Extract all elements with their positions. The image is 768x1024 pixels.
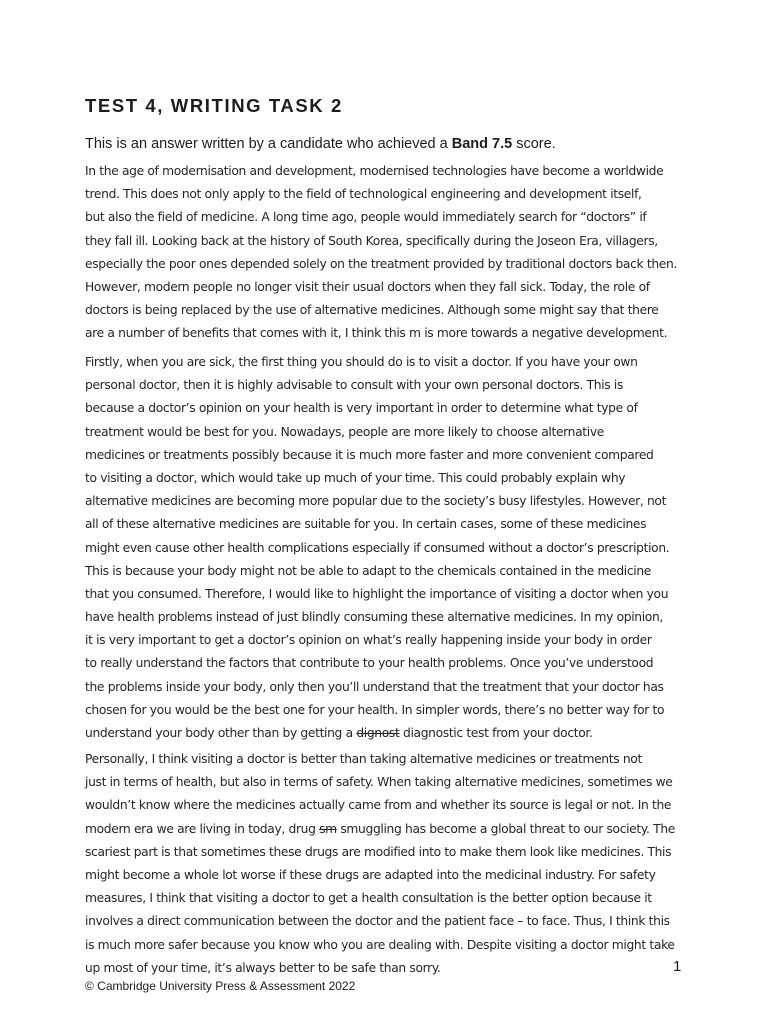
essay-line: scariest part is that sometimes these drugs are modified into to make them look like medicines. This bbox=[85, 844, 672, 859]
essay-line: treatment would be best for you. Nowadays, people are more likely to choose alternative bbox=[85, 424, 604, 439]
essay-line: the problems inside your body, only then you’ll understand that the treatment that your doctor has bbox=[85, 679, 664, 694]
essay-paragraph-1 bbox=[85, 160, 685, 346]
intro-text-end: score. bbox=[512, 136, 556, 152]
essay-line: chosen for you would be the best one for your health. In simpler words, there’s no better way for to bbox=[85, 702, 665, 717]
intro-text bbox=[85, 136, 556, 152]
essay-line: might become a whole lot worse if these drugs are adapted into the medicinal industry. For safety bbox=[85, 867, 656, 882]
essay-line: might even cause other health complications especially if consumed without a doctor’s prescription. bbox=[85, 540, 670, 555]
copyright-notice: © Cambridge University Press & Assessment 2022 bbox=[85, 979, 356, 993]
essay-line: to visiting a doctor, which would take up much of your time. This could probably explain why bbox=[85, 470, 626, 485]
essay-text: understand your body other than by getting a bbox=[85, 726, 357, 740]
essay-line: but also the field of medicine. A long time ago, people would immediately search for “doctors” if bbox=[85, 210, 647, 225]
essay-line: In the age of modernisation and development, modernised technologies have become a worldwide bbox=[85, 164, 664, 178]
essay-line: However, modern people no longer visit their usual doctors when they fall sick. Today, the role of bbox=[85, 279, 650, 294]
essay-line: it is very important to get a doctor’s opinion on what’s really happening inside your body in order bbox=[85, 633, 652, 648]
essay-line: up most of your time, it’s always better to be safe than sorry. bbox=[85, 960, 441, 975]
essay-line: alternative medicines are becoming more popular due to the society’s busy lifestyles. However, not bbox=[85, 494, 667, 509]
page-title: TEST 4, WRITING TASK 2 bbox=[85, 95, 343, 116]
crossed-out-word: sm bbox=[319, 821, 337, 836]
essay-line: especially the poor ones depended solely on the treatment provided by traditional doctors back then. bbox=[85, 256, 677, 271]
essay-line: because a doctor’s opinion on your health is very important in order to determine what type of bbox=[85, 401, 638, 416]
essay-line: trend. This does not only apply to the field of technological engineering and development itself, bbox=[85, 187, 642, 202]
essay-line: just in terms of health, but also in terms of safety. When taking alternative medicines, sometimes we bbox=[85, 775, 673, 790]
page-number: 1 bbox=[673, 958, 682, 975]
essay-line: all of these alternative medicines are suitable for you. In certain cases, some of these medicines bbox=[85, 517, 647, 532]
band-score: Band 7.5 bbox=[451, 136, 513, 152]
essay-line: Personally, I think visiting a doctor is better than taking alternative medicines or treatments not bbox=[85, 752, 642, 766]
essay-line: to really understand the factors that contribute to your health problems. Once you’ve understood bbox=[85, 656, 654, 671]
essay-line: doctors is being replaced by the use of alternative medicines. Although some might say that there bbox=[85, 303, 659, 318]
essay-paragraph-2 bbox=[85, 351, 685, 745]
essay-text: smuggling has become a global threat to our society. The bbox=[336, 821, 675, 836]
essay-line: wouldn’t know where the medicines actually came from and whether its source is legal or not. In the bbox=[85, 798, 672, 813]
essay-line: medicines or treatments possibly because it is much more faster and more convenient compared bbox=[85, 447, 654, 462]
essay-line: measures, I think that visiting a doctor to get a health consultation is the better option because it bbox=[85, 891, 652, 906]
essay-line: involves a direct communication between the doctor and the patient face – to face. Thus, I think this bbox=[85, 914, 670, 929]
crossed-out-word: dignost bbox=[356, 726, 400, 740]
essay-line: that you consumed. Therefore, I would like to highlight the importance of visiting a doctor when you bbox=[85, 586, 669, 601]
essay-paragraph-3 bbox=[85, 748, 685, 980]
essay-line bbox=[85, 722, 685, 745]
essay-text: modern era we are living in today, drug bbox=[85, 821, 320, 836]
essay-text: diagnostic test from your doctor. bbox=[399, 726, 593, 740]
essay-line: they fall ill. Looking back at the history of South Korea, specifically during the Joseon Era, villagers, bbox=[85, 233, 658, 248]
essay-line: have health problems instead of just blindly consuming these alternative medicines. In my opinion, bbox=[85, 610, 663, 625]
essay-line: Firstly, when you are sick, the first thing you should do is to visit a doctor. If you have your own bbox=[85, 355, 638, 369]
essay-line bbox=[85, 818, 685, 841]
essay-line: is much more safer because you know who you are dealing with. Despite visiting a doctor might take bbox=[85, 937, 675, 952]
essay-line: personal doctor, then it is highly advisable to consult with your own personal doctors. This is bbox=[85, 378, 624, 393]
essay-line: This is because your body might not be able to adapt to the chemicals contained in the medicine bbox=[85, 563, 652, 578]
essay-line: are a number of benefits that comes with it, I think this m is more towards a negative development. bbox=[85, 326, 668, 341]
intro-text-start: This is an answer written by a candidate who achieved a bbox=[85, 136, 452, 152]
